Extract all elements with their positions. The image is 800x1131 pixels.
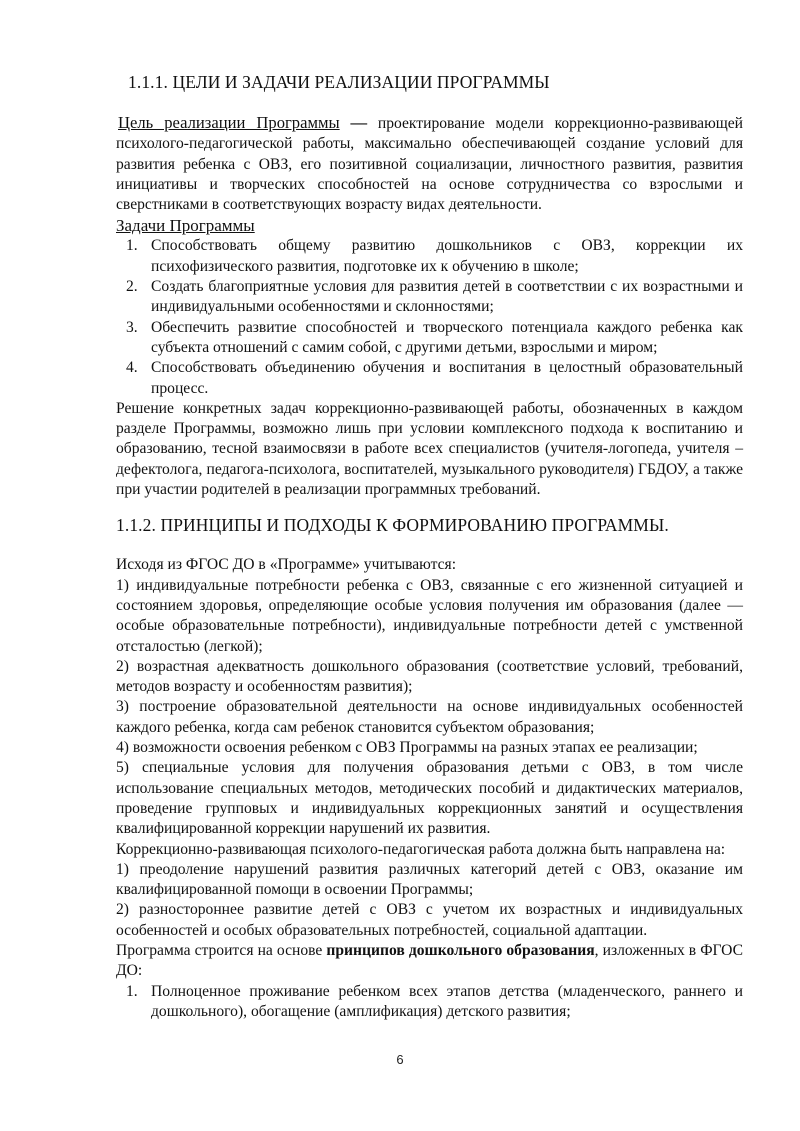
considered-item: 3) построение образовательной деятельности на основе индивидуальных особенностей каждого ребенка, когда сам ребенок становится субъектом образования; <box>116 698 743 736</box>
list-item-text: Полноценное проживание ребенком всех этапов детства (младенческого, раннего и дошкольного), обогащение (амплификация) детского развития; <box>151 982 743 1020</box>
list-item-number: 3. <box>126 318 138 336</box>
list-item-text: Способствовать объединению обучения и воспитания в целостный образовательный процесс. <box>151 359 743 397</box>
list-item-number: 2. <box>126 278 138 296</box>
closing-paragraph: Решение конкретных задач коррекционно-развивающей работы, обозначенных в каждом разделе Программы, возможно лишь при условии комплексного подхода к воспитанию и образованию, тесной взаимосвязи в работе всех специалистов (учителя-логопеда, учителя – дефектолога, педагога-психолога, воспитателей, музыкального руководителя) ГБДОУ, а также при участии родителей в реализации программных требований. <box>116 399 743 499</box>
principles-list <box>116 982 743 1023</box>
list-item <box>116 318 743 359</box>
tasks-title: Задачи Программы <box>116 216 255 236</box>
list-item-text: Создать благоприятные условия для развития детей в соответствии с их возрастными и индивидуальными особенностями и склонностями; <box>151 278 743 316</box>
considered-item: 5) специальные условия для получения образования детьми с ОВЗ, в том числе использование специальных методов, методических пособий и дидактических материалов, проведение групповых и индивидуальных коррекционных занятий и осуществления квалифицированной коррекции нарушений их развития. <box>116 759 743 838</box>
goal-text: проектирование модели коррекционно-развивающей психолого-педагогической работы, максимально обеспечивающей создание условий для развития ребенка с ОВЗ, его позитивной социализации, личностного развития, развития инициативы и творческих способностей на основе сотрудничества со взрослыми и сверстниками в соответствующих возрасту видах деятельности. <box>116 115 743 214</box>
principles-bold-text: принципов дошкольного образования <box>326 941 595 959</box>
tasks-list <box>116 236 743 398</box>
list-item <box>116 277 743 318</box>
direction-item: 2) разностороннее развитие детей с ОВЗ с учетом их возрастных и индивидуальных особенностей и особых образовательных потребностей, социальной адаптации. <box>116 901 743 939</box>
section-heading-goals: 1.1.1. ЦЕЛИ И ЗАДАЧИ РЕАЛИЗАЦИИ ПРОГРАММЫ <box>128 72 550 92</box>
list-item <box>116 358 743 399</box>
page-number: 6 <box>396 1052 404 1067</box>
list-item-number: 4. <box>126 359 138 377</box>
list-item-text: Способствовать общему развитию дошкольников с ОВЗ, коррекции их психофизического развития, подготовке их к обучению в школе; <box>151 237 743 275</box>
list-item <box>116 982 743 1023</box>
list-item-number: 1. <box>126 982 138 1000</box>
principles-text-after: , изложенных в ФГОС ДО: <box>116 941 744 980</box>
section-heading-principles: 1.1.2. ПРИНЦИПЫ И ПОДХОДЫ К ФОРМИРОВАНИЮ ПРОГРАММЫ. <box>116 515 669 536</box>
list-item <box>116 236 743 277</box>
direction-item: 1) преодоление нарушений развития различных категорий детей с ОВЗ, оказание им квалифицированной помощи в освоении Программы; <box>116 860 743 899</box>
principles-paragraph <box>116 941 743 982</box>
goal-title: Цель реализации Программы <box>118 113 340 132</box>
principles-text-before: Программа строится на основе <box>116 941 327 959</box>
considered-item: 1) индивидуальные потребности ребенка с ОВЗ, связанные с его жизненной ситуацией и состоянием здоровья, определяющие особые условия получения им образования (далее — особые образовательные потребности), индивидуальные потребности детей с умственной отсталостью (легкой); <box>116 576 743 655</box>
considered-item: 2) возрастная адекватность дошкольного образования (соответствие условий, требований, методов возрасту и особенностям развития); <box>116 657 743 696</box>
goal-dash: — <box>350 113 368 132</box>
list-item-number: 1. <box>126 237 138 255</box>
goal-paragraph <box>116 113 743 215</box>
direction-intro: Коррекционно-развивающая психолого-педагогическая работа должна быть направлена на: <box>116 840 726 858</box>
list-item-text: Обеспечить развитие способностей и творческого потенциала каждого ребенка как субъекта отношений с самим собой, с другими детьми, взрослыми и миром; <box>151 318 743 356</box>
document-page <box>116 70 743 1022</box>
intro-paragraph: Исходя из ФГОС ДО в «Программе» учитываются: <box>116 556 457 574</box>
considered-item: 4) возможности освоения ребенком с ОВЗ Программы на разных этапах ее реализации; <box>116 739 698 757</box>
